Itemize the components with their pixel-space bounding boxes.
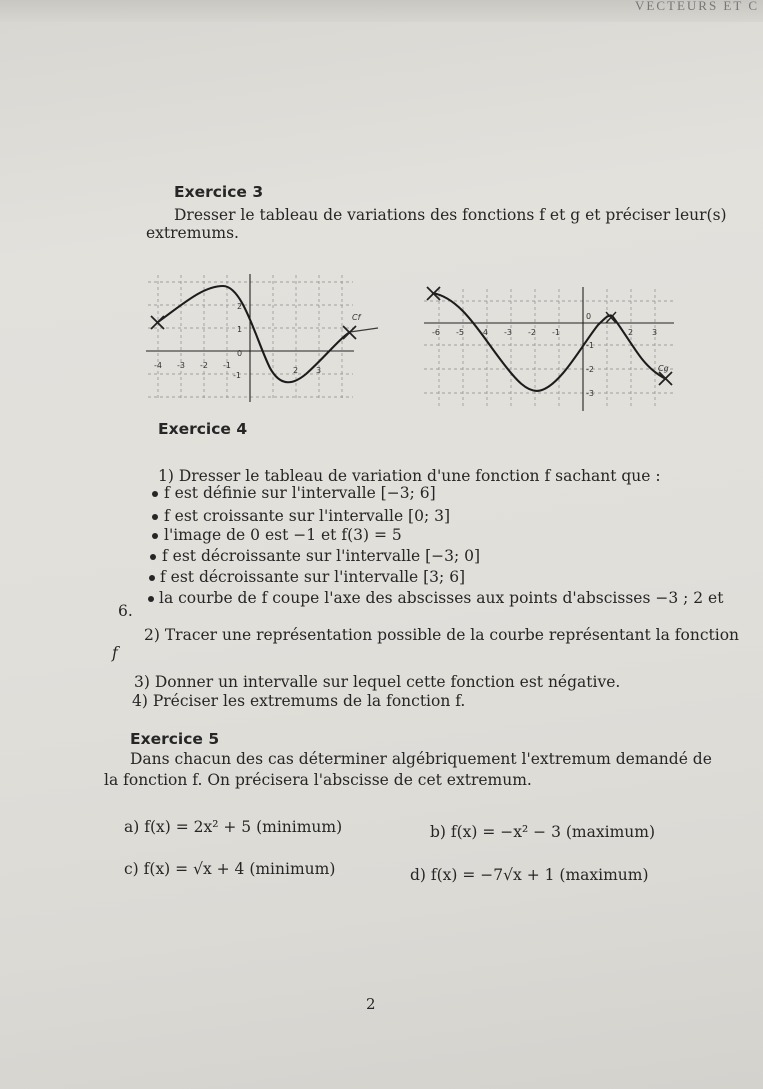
- exercise-5-item-c: c) f(x) = √x + 4 (minimum): [124, 860, 336, 878]
- page-number: 2: [366, 995, 376, 1013]
- bullet-icon: [149, 575, 155, 581]
- exercise-4-question-2: 2) Tracer une représentation possible de la courbe représentant la fonction: [144, 626, 740, 644]
- graph-g-y-tick: -3: [586, 389, 594, 398]
- graph-f-x-tick: -1: [223, 361, 231, 370]
- graph-f-x-tick: -3: [177, 361, 185, 370]
- graph-g-endpoint-right: [659, 372, 672, 385]
- graph-g-grid: [424, 289, 674, 409]
- graph-g-x-tick: -1: [552, 328, 560, 337]
- exercise-4-question-4: 4) Préciser les extremums de la fonction f.: [132, 692, 466, 710]
- graph-g-x-tick: -3: [504, 328, 512, 337]
- bullet-icon: [148, 596, 154, 602]
- exercise-4-question-1: 1) Dresser le tableau de variation d'une fonction f sachant que :: [158, 467, 661, 485]
- exercise-3-line-1: Dresser le tableau de variations des fonctions f et g et préciser leur(s): [174, 206, 727, 224]
- exercise-4-condition-6: la courbe de f coupe l'axe des abscisses aux points d'abscisses −3 ; 2 et: [159, 589, 724, 607]
- graph-f-y-tick: 1: [237, 325, 243, 334]
- graph-g-y-tick: -1: [586, 341, 594, 350]
- exercise-4-condition-2: f est croissante sur l'intervalle [0; 3]: [164, 507, 451, 525]
- graph-g-x-tick: 3: [652, 328, 658, 337]
- graph-f-y-tick: 0: [237, 349, 243, 358]
- graph-f: [138, 270, 388, 405]
- exercise-5-item-a: a) f(x) = 2x² + 5 (minimum): [124, 818, 343, 836]
- graph-g-curve-label: Cg: [658, 364, 669, 373]
- exercise-4-question-2-end: f: [112, 644, 118, 662]
- exercise-4-title: Exercice 4: [158, 420, 248, 438]
- exercise-4-condition-1: f est définie sur l'intervalle [−3; 6]: [164, 484, 436, 502]
- exercise-5-item-b: b) f(x) = −x² − 3 (maximum): [430, 823, 655, 841]
- exercise-4-condition-6-end: 6.: [118, 602, 133, 620]
- graph-f-endpoint-left: [151, 316, 164, 329]
- graph-g-x-tick: 2: [628, 328, 634, 337]
- graph-f-x-tick: 2: [293, 366, 299, 375]
- graph-g-x-tick: -4: [480, 328, 488, 337]
- bullet-icon: [152, 514, 158, 520]
- graph-f-curve: [158, 286, 350, 382]
- exercise-4-condition-3: l'image de 0 est −1 et f(3) = 5: [164, 526, 402, 544]
- graph-f-x-tick: 3: [316, 366, 322, 375]
- exercise-4-condition-4: f est décroissante sur l'intervalle [−3; 0]: [162, 547, 481, 565]
- graph-g-x-tick: -5: [456, 328, 464, 337]
- running-header: VECTEURS ET C: [635, 0, 759, 13]
- graph-f-y-tick: 2: [237, 302, 243, 311]
- exercise-5-title: Exercice 5: [130, 730, 220, 748]
- graph-f-x-tick: -4: [154, 361, 162, 370]
- exercise-5-line-2: la fonction f. On précisera l'abscisse de cet extremum.: [104, 771, 532, 789]
- graph-g-x-tick: -6: [432, 328, 440, 337]
- exercise-5-item-d: d) f(x) = −7√x + 1 (maximum): [410, 866, 649, 884]
- exercise-3-title: Exercice 3: [174, 183, 264, 201]
- exercise-3-line-2: extremums.: [146, 224, 239, 242]
- graph-f-x-tick: -2: [200, 361, 208, 370]
- graph-f-endpoint-right: [343, 326, 356, 339]
- graph-g-y-tick: 0: [586, 312, 592, 321]
- graph-f-y-tick: -1: [233, 371, 241, 380]
- graph-f-curve-label: Cf: [352, 313, 361, 322]
- exercise-5-line-1: Dans chacun des cas déterminer algébriquement l'extremum demandé de: [130, 750, 712, 768]
- exercise-4-condition-5: f est décroissante sur l'intervalle [3; 6]: [160, 568, 466, 586]
- graph-g: [420, 283, 680, 413]
- bullet-icon: [150, 554, 156, 560]
- graph-g-y-tick: -2: [586, 365, 594, 374]
- graph-g-x-tick: -2: [528, 328, 536, 337]
- exercise-4-question-3: 3) Donner un intervalle sur lequel cette fonction est négative.: [134, 673, 621, 691]
- bullet-icon: [152, 491, 158, 497]
- bullet-icon: [152, 533, 158, 539]
